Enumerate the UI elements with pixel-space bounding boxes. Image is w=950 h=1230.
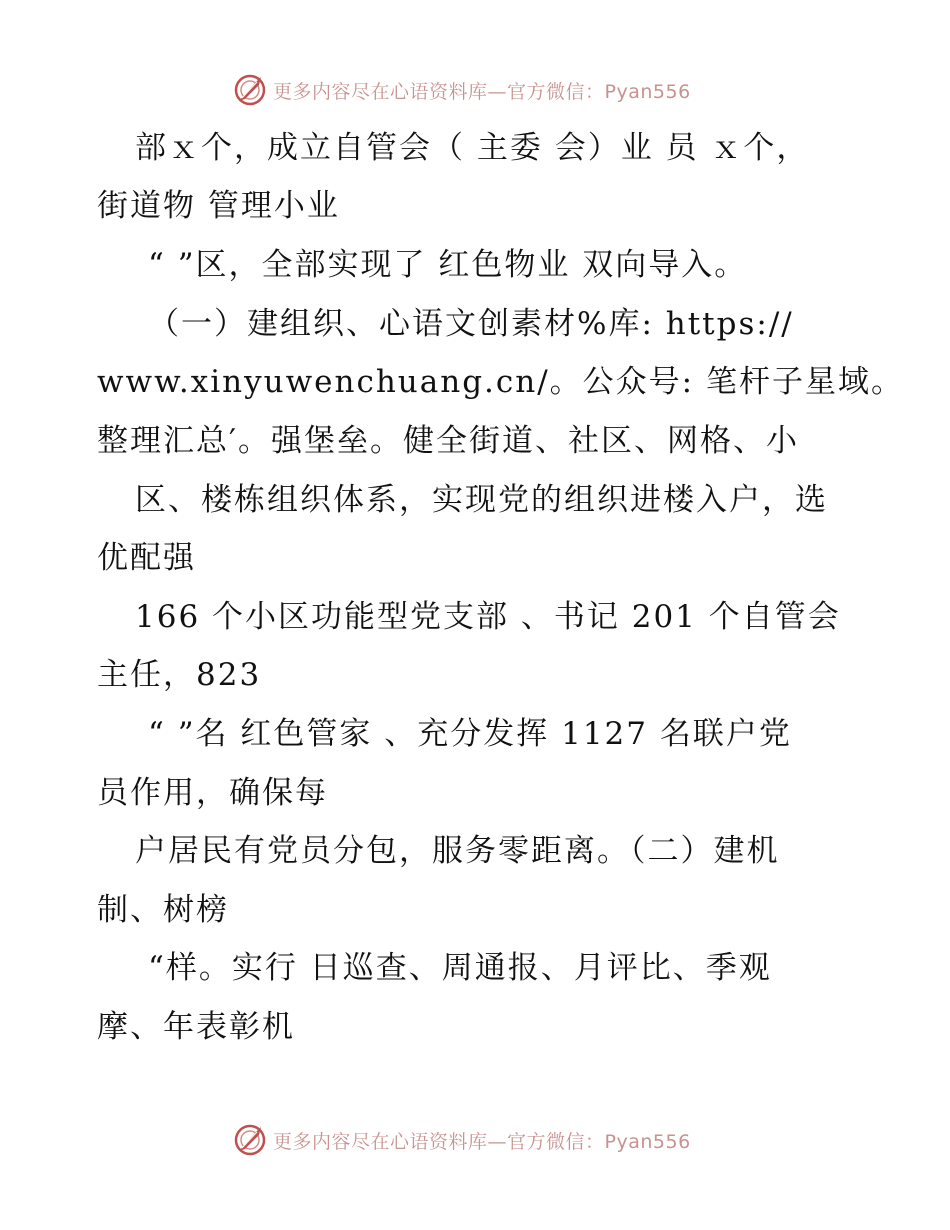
text-line: 员作用，确保每	[97, 775, 328, 811]
quill-logo-icon	[233, 1123, 267, 1157]
text-line: 部ｘ个，成立自管会（ 主委 会）业 员 ｘ个，	[135, 130, 810, 166]
text-line: “ ”区，全部实现了 红色物业 双向导入。	[148, 247, 748, 283]
text-line: 街道物 管理小业	[97, 188, 340, 224]
text-line: 户居民有党员分包，服务零距离。（二）建机	[135, 833, 780, 869]
banner-text: 更多内容尽在心语资料库—官方微信：	[273, 1130, 605, 1153]
footer-banner	[233, 1120, 753, 1160]
wechat-id: Pyan556	[604, 80, 691, 103]
banner-text: 更多内容尽在心语资料库—官方微信：	[273, 80, 605, 103]
text-line: 166 个小区功能型党支部 、书记 201 个自管会	[135, 599, 841, 635]
text-line: “样。实行 日巡查、周通报、月评比、季观	[148, 950, 772, 986]
text-line: 摩、年表彰机	[97, 1009, 295, 1045]
text-line: 主任，823	[97, 657, 262, 693]
text-line: “ ”名 红色管家 、充分发挥 1127 名联户党	[148, 716, 792, 752]
text-line: 优配强	[97, 540, 196, 576]
text-line: 制、树榜	[97, 892, 229, 928]
header-banner	[233, 70, 753, 110]
text-line: 整理汇总′。强堡垒。健全街道、社区、网格、小	[97, 423, 800, 459]
text-line: 区、楼栋组织体系，实现党的组织进楼入户，选	[135, 482, 828, 518]
text-line: www.xinyuwenchuang.cn/。公众号: 笔杆子星域。	[97, 364, 904, 400]
quill-logo-icon	[233, 73, 267, 107]
text-line: （一）建组织、心语文创素材%库: https://	[148, 306, 794, 342]
wechat-id: Pyan556	[604, 1130, 691, 1153]
